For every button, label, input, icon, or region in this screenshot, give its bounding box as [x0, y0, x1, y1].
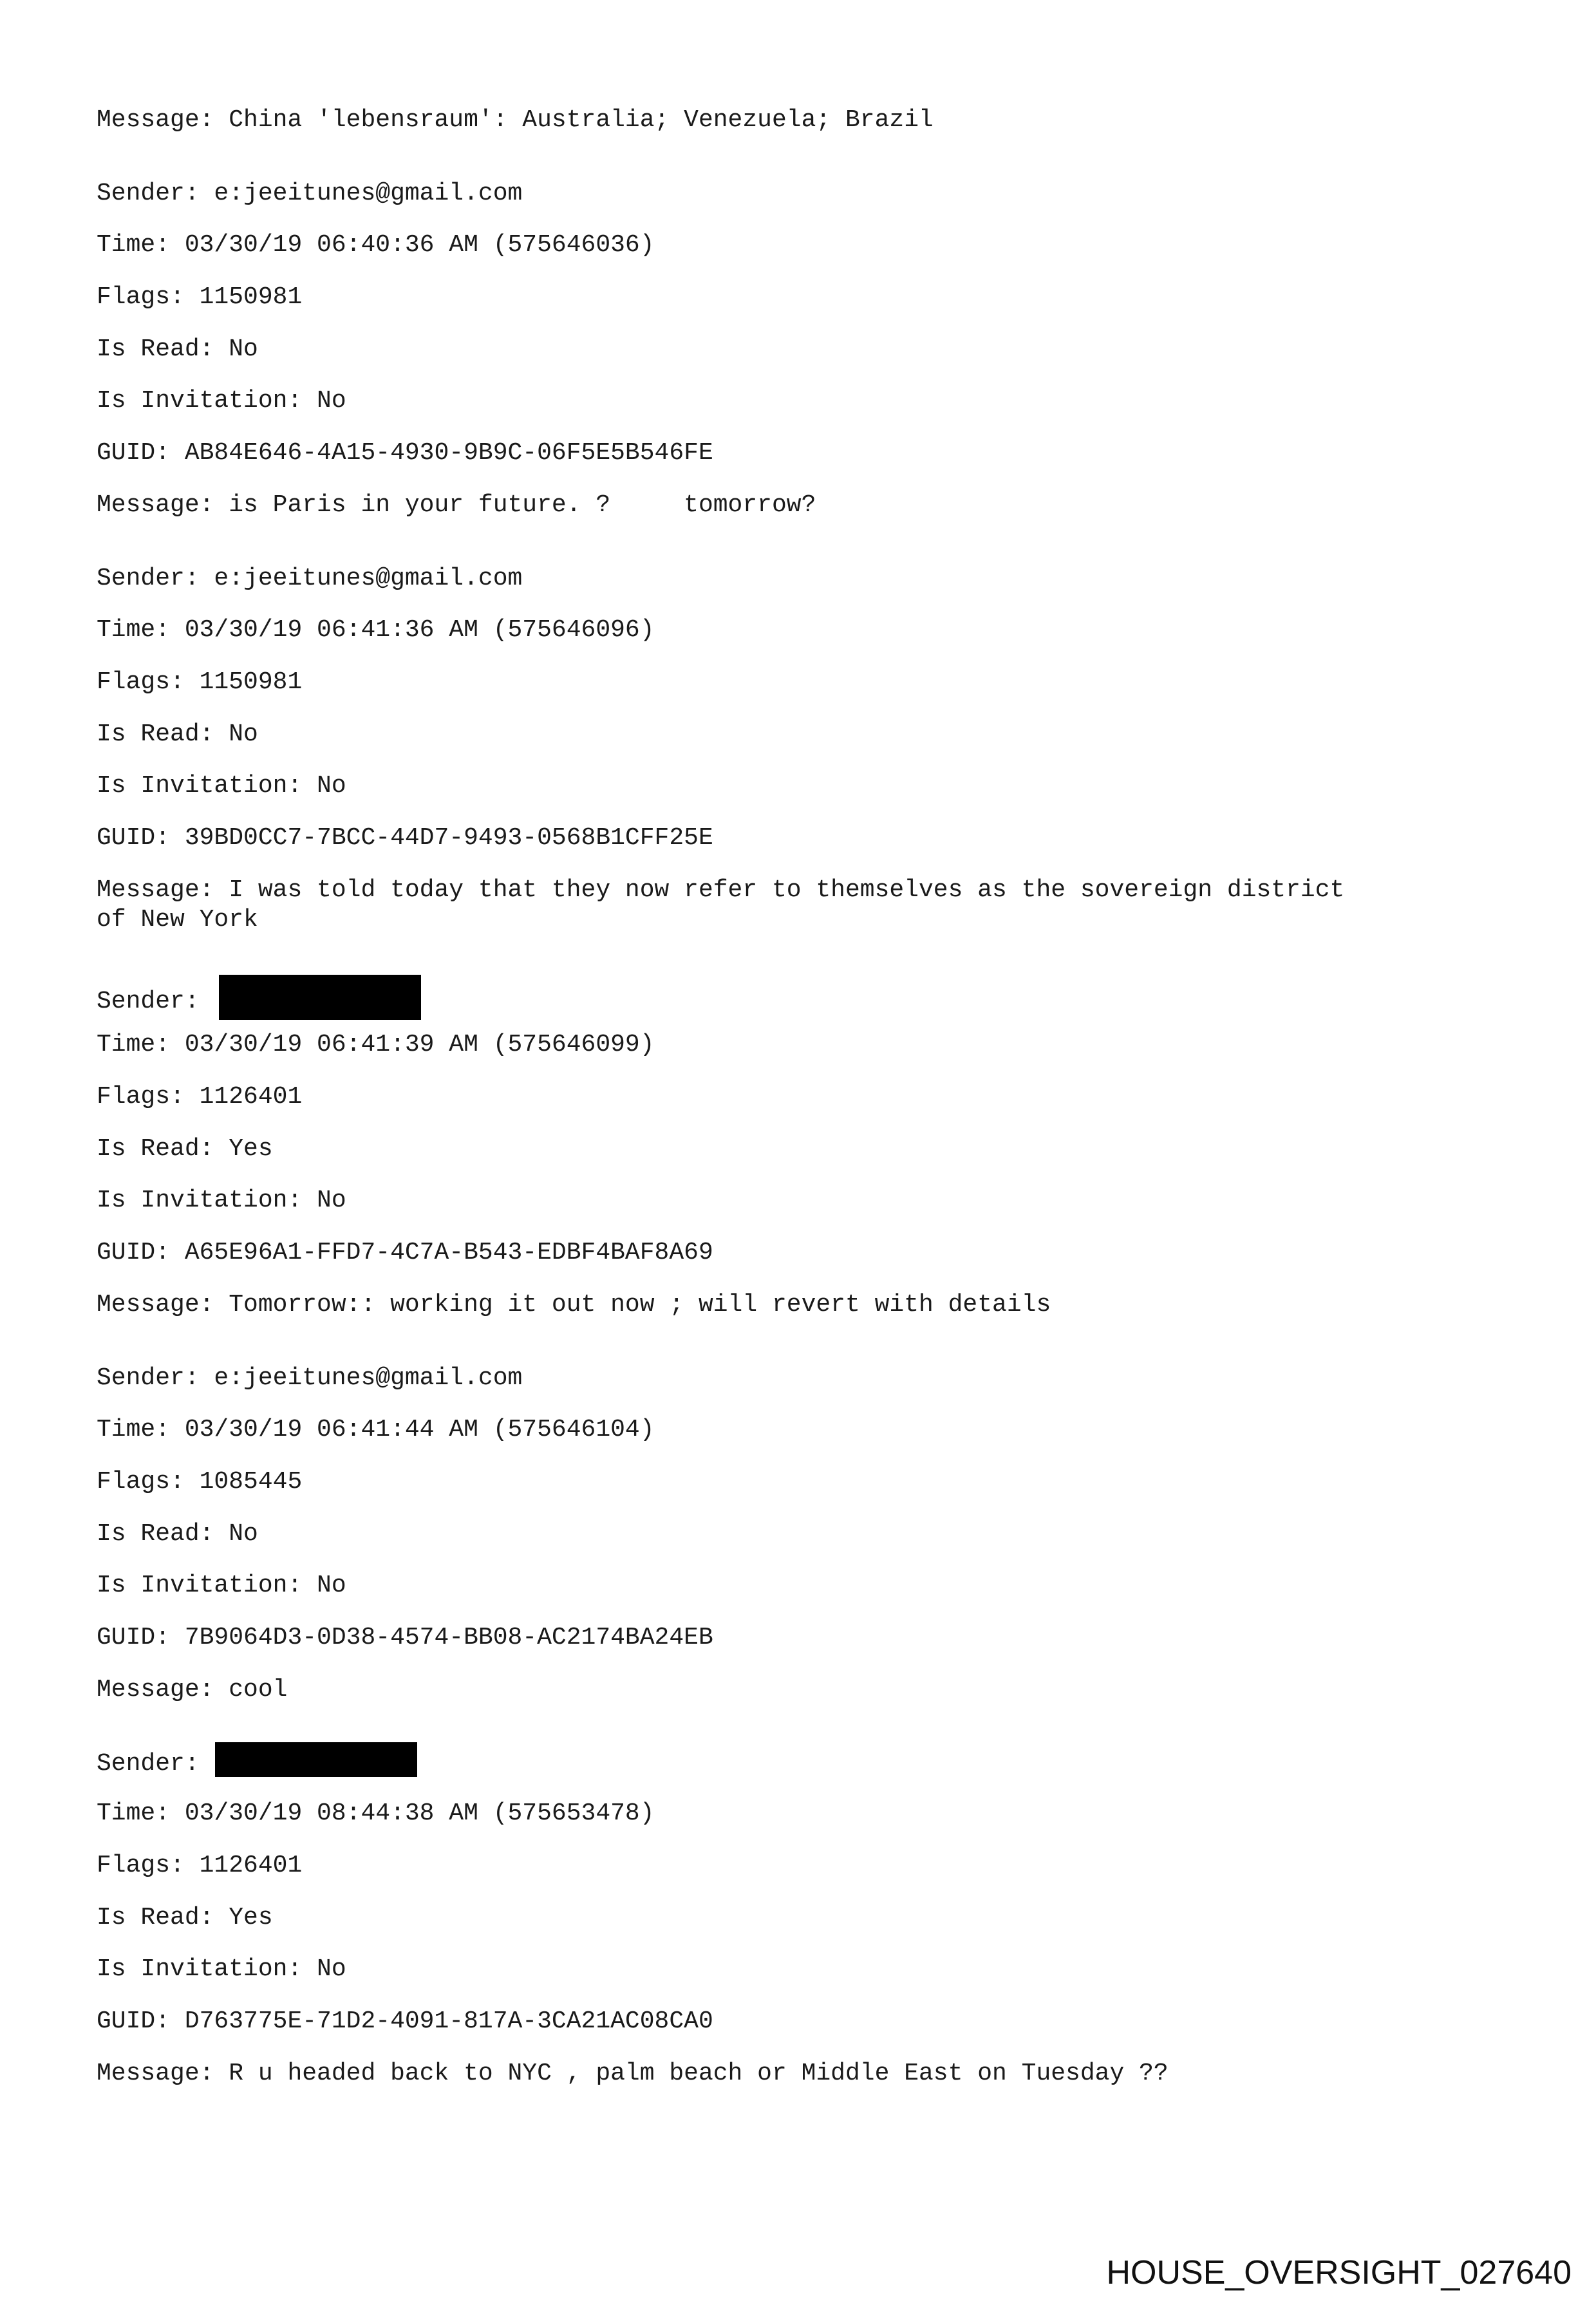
message-text: Message: R u headed back to NYC , palm beach or Middle East on Tuesday ??	[97, 2060, 1169, 2087]
time-field: Time: 03/30/19 08:44:38 AM (575653478)	[97, 1800, 655, 1827]
message-text: Message: Tomorrow:: working it out now ; will revert with details	[97, 1291, 1051, 1319]
is-read-field: Is Read: Yes	[97, 1904, 273, 1932]
guid-field: GUID: A65E96A1-FFD7-4C7A-B543-EDBF4BAF8A69	[97, 1239, 713, 1266]
time-field: Time: 03/30/19 06:41:36 AM (575646096)	[97, 616, 655, 644]
message-text-continuation: of New York	[97, 906, 258, 934]
flags-field: Flags: 1150981	[97, 283, 303, 311]
sender-field: Sender: e:jeeitunes@gmail.com	[97, 565, 523, 592]
sender-label: Sender:	[97, 1750, 214, 1778]
is-invitation-field: Is Invitation: No	[97, 772, 346, 800]
guid-field: GUID: 7B9064D3-0D38-4574-BB08-AC2174BA24EB	[97, 1624, 713, 1651]
is-read-field: Is Read: No	[97, 720, 258, 748]
is-invitation-field: Is Invitation: No	[97, 387, 346, 415]
message-text: Message: I was told today that they now refer to themselves as the sovereign district	[97, 876, 1345, 904]
is-invitation-field: Is Invitation: No	[97, 1955, 346, 1983]
redaction-box	[215, 1742, 417, 1777]
is-invitation-field: Is Invitation: No	[97, 1572, 346, 1599]
is-read-field: Is Read: No	[97, 1520, 258, 1548]
guid-field: GUID: AB84E646-4A15-4930-9B9C-06F5E5B546FE	[97, 439, 713, 467]
sender-field: Sender: e:jeeitunes@gmail.com	[97, 180, 523, 207]
sender-field	[97, 1746, 417, 1781]
message-text: Message: is Paris in your future. ? tomorrow?	[97, 491, 816, 519]
flags-field: Flags: 1150981	[97, 668, 303, 696]
is-invitation-field: Is Invitation: No	[97, 1187, 346, 1214]
flags-field: Flags: 1126401	[97, 1083, 303, 1111]
bates-number: HOUSE_OVERSIGHT_027640	[1106, 2254, 1572, 2291]
time-field: Time: 03/30/19 06:40:36 AM (575646036)	[97, 231, 655, 259]
redaction-box	[219, 975, 421, 1020]
time-field: Time: 03/30/19 06:41:44 AM (575646104)	[97, 1416, 655, 1443]
sender-field	[97, 979, 421, 1024]
flags-field: Flags: 1085445	[97, 1468, 303, 1496]
message-text: Message: China 'lebensraum': Australia; Venezuela; Brazil	[97, 106, 934, 134]
time-field: Time: 03/30/19 06:41:39 AM (575646099)	[97, 1031, 655, 1058]
guid-field: GUID: 39BD0CC7-7BCC-44D7-9493-0568B1CFF25E	[97, 824, 713, 852]
flags-field: Flags: 1126401	[97, 1852, 303, 1879]
message-text: Message: cool	[97, 1676, 288, 1704]
is-read-field: Is Read: No	[97, 335, 258, 363]
sender-label: Sender:	[97, 988, 214, 1016]
is-read-field: Is Read: Yes	[97, 1135, 273, 1163]
guid-field: GUID: D763775E-71D2-4091-817A-3CA21AC08CA0	[97, 2007, 713, 2035]
sender-field: Sender: e:jeeitunes@gmail.com	[97, 1364, 523, 1392]
